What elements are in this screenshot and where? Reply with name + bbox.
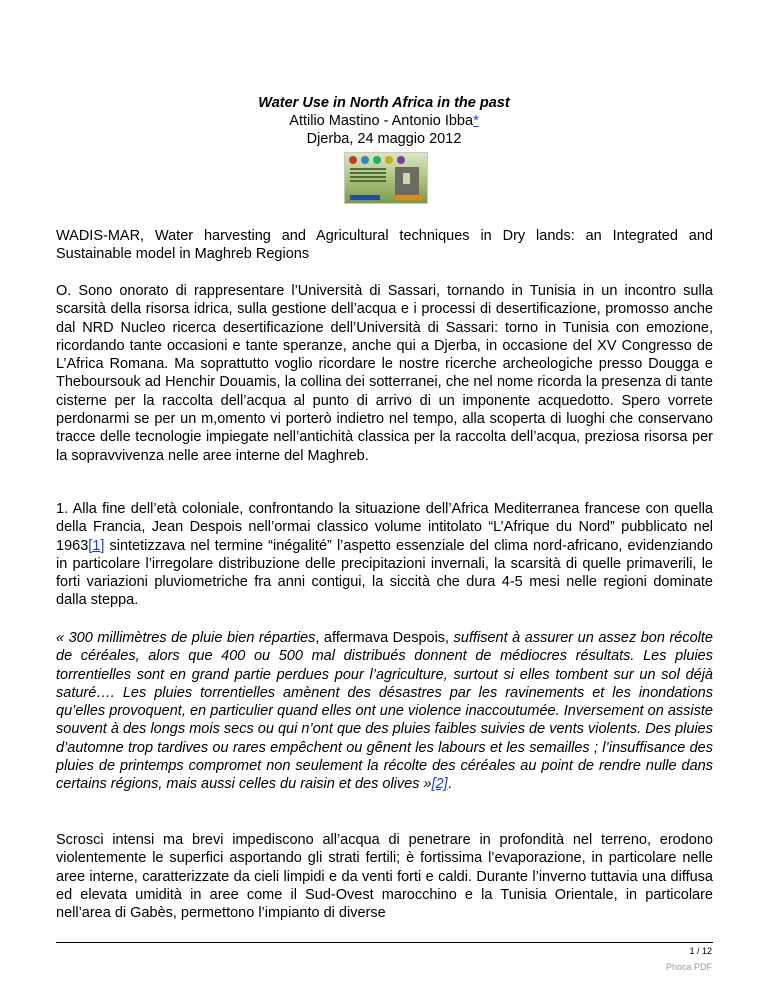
- page-number: 1 / 12: [689, 946, 712, 956]
- generator-credit[interactable]: Phoca PDF: [665, 962, 712, 972]
- document-title: Water Use in North Africa in the past: [258, 95, 510, 111]
- authors: Attilio Mastino - Antonio Ibba: [289, 113, 474, 129]
- footer-divider: [56, 942, 713, 943]
- conference-poster-thumbnail: [344, 152, 428, 204]
- paragraph-rainfall: Scrosci intensi ma brevi impediscono all’acqua di penetrare in profondità nel terreno, erodono violentemente le superfici asportando gli strati fertili; è fortissima l’evaporazione, in particolare nelle aree interne, caratterizzate da cieli limpidi e da venti forti e caldi. Durante l’inverno tuttavia una diffusa ed elevata umidità in aree come il Sud-Ovest marocchino e la Tunisia Orientale, in particolare nell’area di Gabès, permettono l’impianto di diverse: [56, 832, 713, 922]
- paragraph-section-1: 1. Alla fine dell’età coloniale, confrontando la situazione dell’Africa Mediterranea francese con quella della Francia, Jean Despois nell’ormai classico volume intitolato “L’Afrique du Nord” pubblicato nel 1963[1] sintetizzava nel termine “inégalité” l’aspetto essenziale del clima nord-africano, evidenziando in particolare l’irregolare distribuzione delle precipitazioni invernali, la scarsità di quelle primaverili, le forti variazioni pluviometriche fra anni contigui, la siccità che dura 4-5 mesi nelle regioni dominate dalla steppa.: [56, 501, 713, 609]
- logo-row: [349, 156, 405, 164]
- authors-line: [0, 112, 768, 130]
- paragraph-intro: O. Sono onorato di rappresentare l’Università di Sassari, tornando in Tunisia in un incontro sulla scarsità della risorsa idrica, sulla gestione dell’acqua e i processi di desertificazione, promosso anche dal NRD Nucleo ricerca desertificazione dell’Università di Sassari: torno in Tunisia con emozione, ricordando tante occasioni e tante speranze, anche qui a Djerba, in occasione del XV Congresso de L’Africa Romana. Ma soprattutto voglio ricordare le nostre ricerche archeologiche presso Dougga e Theboursouk ad Henchir Douamis, la collina dei sotterranei, che nel nome ricorda la presenza di tante cisterne per la raccolta dell’acqua al punto di arrivo di un imponente acquedotto. Spero vorrete perdonarmi se per un m,omento vi porterò indietro nel tempo, alla scoperta di luoghi che conservano tracce delle tecnologie impiegate nell’antichità classica per la raccolta dell’acqua, preziosa risorsa per la sopravvivenza nelle aree interne del Maghreb.: [56, 283, 713, 464]
- paragraph-quote: « 300 millimètres de pluie bien réparties, affermava Despois, suffisent à assurer un assez bon récolte de céréales, alors que 400 ou 500 mal distribués donnent de médiocres résultats. Les pluies torrentielles sont en grand partie perdues pour l’agriculture, surtout si elles tombent sur un sol déjà saturé…. Les pluies torrentielles amènent des désastres par les ravinements et les inondations qu’elles provoquent, en particulier quand elles ont une violence inaccoutumée. Inversement on assiste souvent à des longs mois secs ou qui n’ont que des pluies faibles suivies de vents violents. Des pluies d’automne trop tardives ou rares empêchent ou gênent les labours et les semailles ; l’insuffisance des pluies de printemps compromet non seulement la récolte des céréales au point de rendre nulle dans certains régions, mais aussi celles du raisin et des olives »[2].: [56, 630, 713, 793]
- ruin-image: [395, 167, 419, 197]
- author-note-link[interactable]: *: [473, 113, 479, 129]
- footnote-link-2[interactable]: [2]: [431, 776, 448, 793]
- footnote-link-1[interactable]: [1]: [88, 537, 105, 554]
- place-date: Djerba, 24 maggio 2012: [306, 131, 462, 147]
- document-header: [0, 94, 768, 148]
- paragraph-project-title: WADIS-MAR, Water harvesting and Agricultural techniques in Dry lands: an Integrated and Sustainable model in Maghreb Regions: [56, 228, 713, 263]
